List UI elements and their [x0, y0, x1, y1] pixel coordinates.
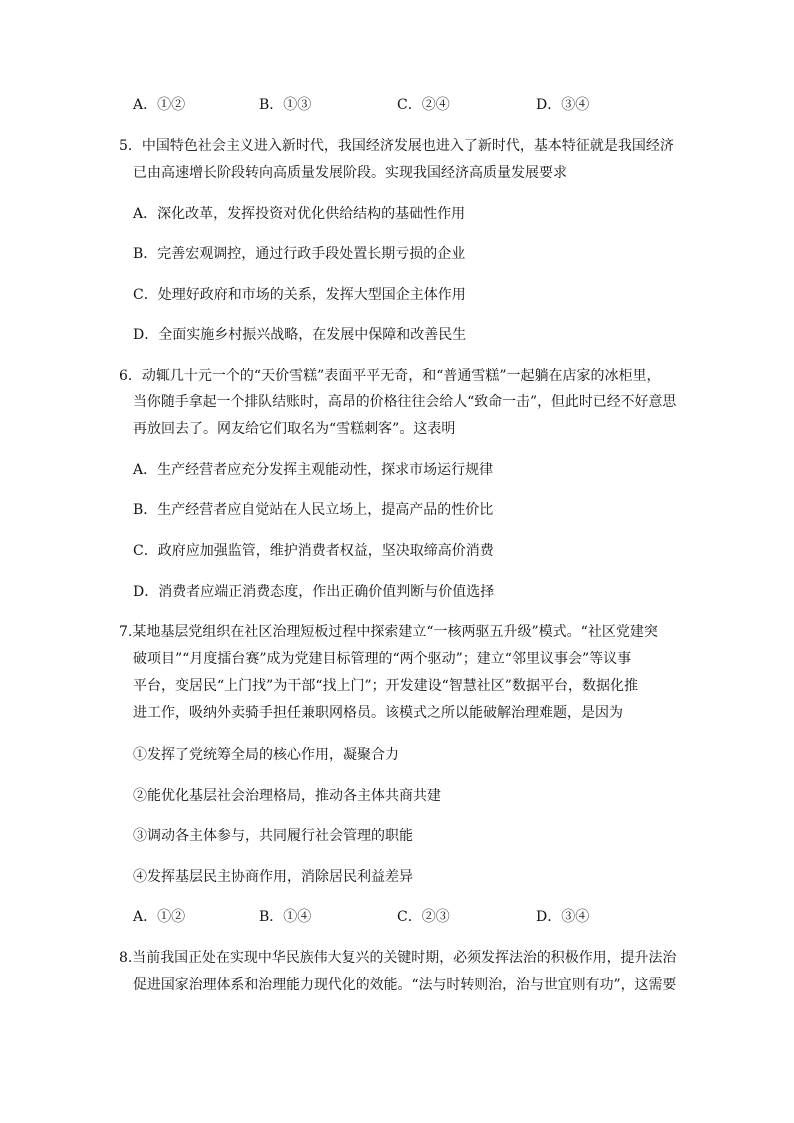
- q6-stem-line-3: 再放回去了。网友给它们取名为“雪糕刺客”。这表明: [133, 421, 456, 437]
- q7-statement-2: ②能优化基层社会治理格局，推动各主体共商共建: [133, 788, 441, 804]
- q5-stem-line-1: 5．中国特色社会主义进入新时代，我国经济发展也进入了新时代，基本特征就是我国经济: [119, 138, 674, 154]
- q5-option-a: A．深化改革，发挥投资对优化供给结构的基础性作用: [133, 206, 466, 222]
- q7-stem-line-3: 平台，变居民“上门找”为干部“找上门”；开发建设“智慧社区”数据平台，数据化推: [133, 678, 638, 694]
- q6-stem-line-2: 当你随手拿起一个排队结账时，高昂的价格往往会给人“致命一击”，但此时已经不好意思: [133, 394, 677, 410]
- q6-option-c: C．政府应加强监管，维护消费者权益，坚决取缔高价消费: [133, 543, 494, 559]
- q6-option-a: A．生产经营者应充分发挥主观能动性，探求市场运行规律: [133, 462, 494, 478]
- q7-option-a: A．①②: [133, 909, 186, 925]
- q4-option-d: D．③④: [536, 97, 590, 113]
- q7-statement-4: ④发挥基层民主协商作用，消除居民利益差异: [133, 869, 413, 885]
- q7-option-d: D．③④: [536, 909, 590, 925]
- q5-option-d: D．全面实施乡村振兴战略，在发展中保障和改善民生: [133, 327, 467, 343]
- q8-stem-line-2: 促进国家治理体系和治理能力现代化的效能。“法与时转则治，治与世宜则有功”，这需要: [133, 977, 677, 993]
- q5-option-c: C．处理好政府和市场的关系，发挥大型国企主体作用: [133, 287, 466, 303]
- q5-option-b: B．完善宏观调控，通过行政手段处置长期亏损的企业: [133, 246, 466, 262]
- q7-option-c: C．②③: [397, 909, 450, 925]
- q7-stem-line-1: 7.某地基层党组织在社区治理短板过程中探索建立“一核两驱五升级”模式。“社区党建突: [119, 624, 658, 640]
- q8-stem-line-1: 8.当前我国正处在实现中华民族伟大复兴的关键时期，必须发挥法治的积极作用，提升法治: [119, 950, 677, 966]
- q4-option-a: A．①②: [133, 97, 186, 113]
- q7-option-b: B．①④: [259, 909, 312, 925]
- q4-option-b: B．①③: [259, 97, 312, 113]
- q7-stem-line-2: 破项目”“月度擂台赛”成为党建目标管理的“两个驱动”；建立“邻里议事会”等议事: [133, 651, 632, 667]
- q7-stem-line-4: 进工作，吸纳外卖骑手担任兼职网格员。该模式之所以能破解治理难题，是因为: [133, 705, 623, 721]
- q6-stem-line-1: 6．动辄几十元一个的“天价雪糕”表面平平无奇，和“普通雪糕”一起躺在店家的冰柜里，: [119, 368, 661, 384]
- q4-option-c: C．②④: [397, 97, 450, 113]
- q6-option-b: B．生产经营者应自觉站在人民立场上，提高产品的性价比: [133, 502, 494, 518]
- q7-statement-3: ③调动各主体参与，共同履行社会管理的职能: [133, 828, 413, 844]
- q7-statement-1: ①发挥了党统筹全局的核心作用，凝聚合力: [133, 747, 399, 763]
- q5-stem-line-2: 已由高速增长阶段转向高质量发展阶段。实现我国经济高质量发展要求: [133, 165, 567, 181]
- q6-option-d: D．消费者应端正消费态度，作出正确价值判断与价值选择: [133, 584, 495, 600]
